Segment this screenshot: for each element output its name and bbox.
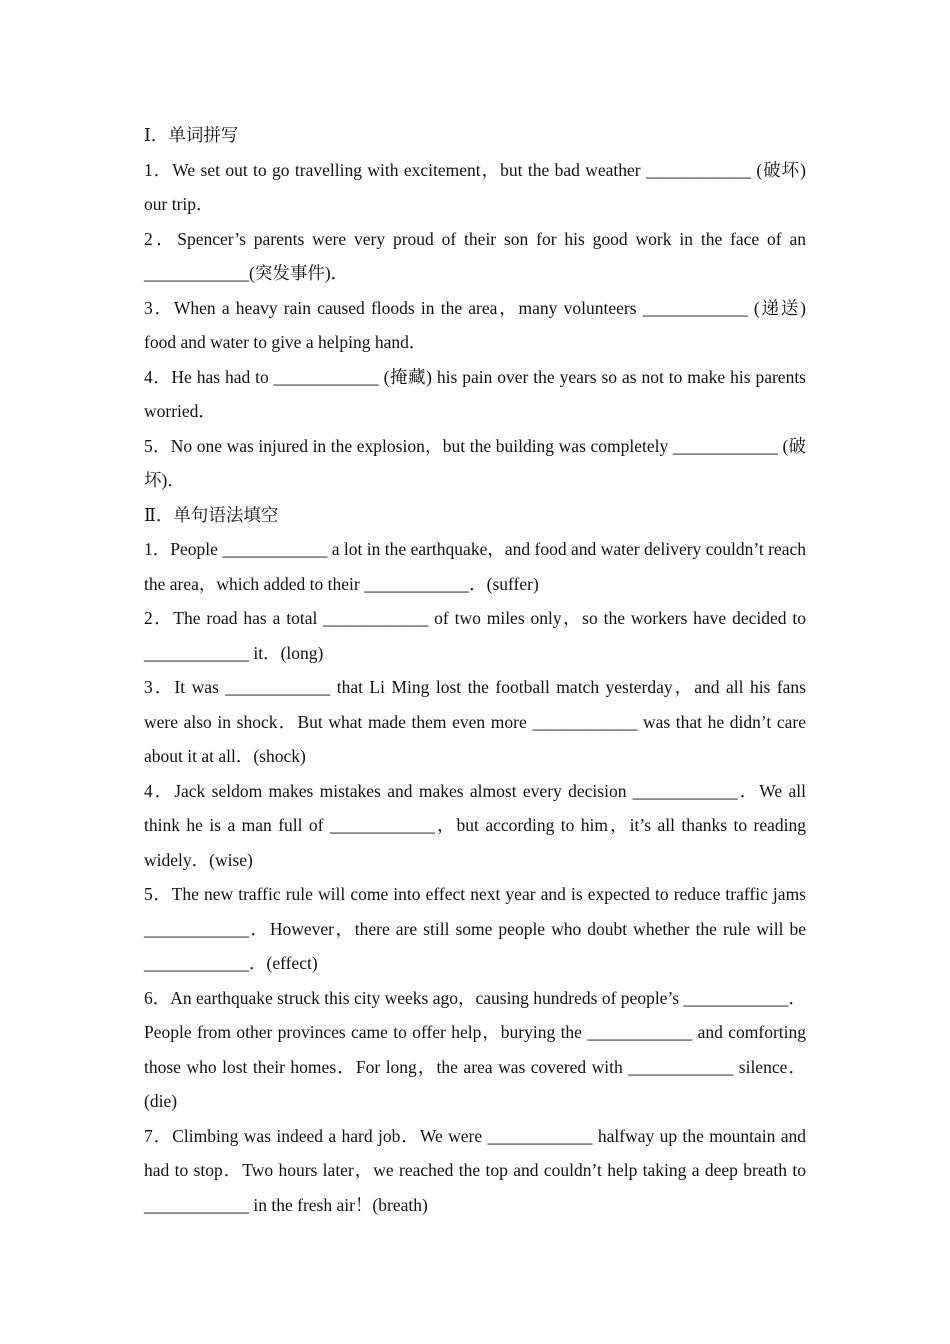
section-2-question-3: 3．It was ____________ that Li Ming lost the football match yesterday，and all his fans were also in shock．But what made them even more ____________ was that he didn’t care about it at all．(shock) — [144, 677, 806, 766]
section-1-question-4: 4．He has had to ____________ (掩藏) his pain over the years so as not to make his parents worried． — [144, 366, 806, 421]
section-1-question-2: 2．Spencer’s parents were very proud of their son for his good work in the face of an ____________(突发事件)． — [144, 228, 806, 283]
exercise-document — [144, 118, 806, 1222]
section-2-question-1: 1．People ____________ a lot in the earthquake，and food and water delivery couldn’t reach the area，which added to their ____________．(suffer) — [144, 539, 806, 594]
section-1-heading: Ⅰ．单词拼写 — [144, 125, 239, 145]
section-1-question-3: 3．When a heavy rain caused floods in the area，many volunteers ____________ (递送) food and water to give a helping hand． — [144, 297, 806, 352]
section-1-question-1: 1．We set out to go travelling with excitement，but the bad weather ____________ (破坏) our trip． — [144, 159, 806, 214]
section-2-question-4: 4．Jack seldom makes mistakes and makes almost every decision ____________．We all think he is a man full of ____________，but according to him，it’s all thanks to reading widely．(wise) — [144, 780, 806, 870]
section-1-question-5: 5．No one was injured in the explosion，but the building was completely ____________ (破坏)． — [144, 435, 806, 490]
section-2-question-7: 7．Climbing was indeed a hard job．We were ____________ halfway up the mountain and had to stop．Two hours later，we reached the top and couldn’t help taking a deep breath to ____________ in the fresh air！(breath) — [144, 1125, 806, 1215]
section-2-question-2: 2．The road has a total ____________ of two miles only，so the workers have decided to ____________ it．(long) — [144, 608, 806, 663]
section-2-heading: Ⅱ．单句语法填空 — [144, 504, 279, 525]
section-2-question-5: 5．The new traffic rule will come into effect next year and is expected to reduce traffic jams ____________．However，there are still some people who doubt whether the rule will be ____________．(effect) — [144, 884, 806, 973]
section-2-question-6: 6．An earthquake struck this city weeks ago，causing hundreds of people’s ____________．People from other provinces came to offer help，burying the ____________ and comforting those who lost their homes．For long，the area was covered with ____________ silence．(die) — [144, 987, 806, 1111]
